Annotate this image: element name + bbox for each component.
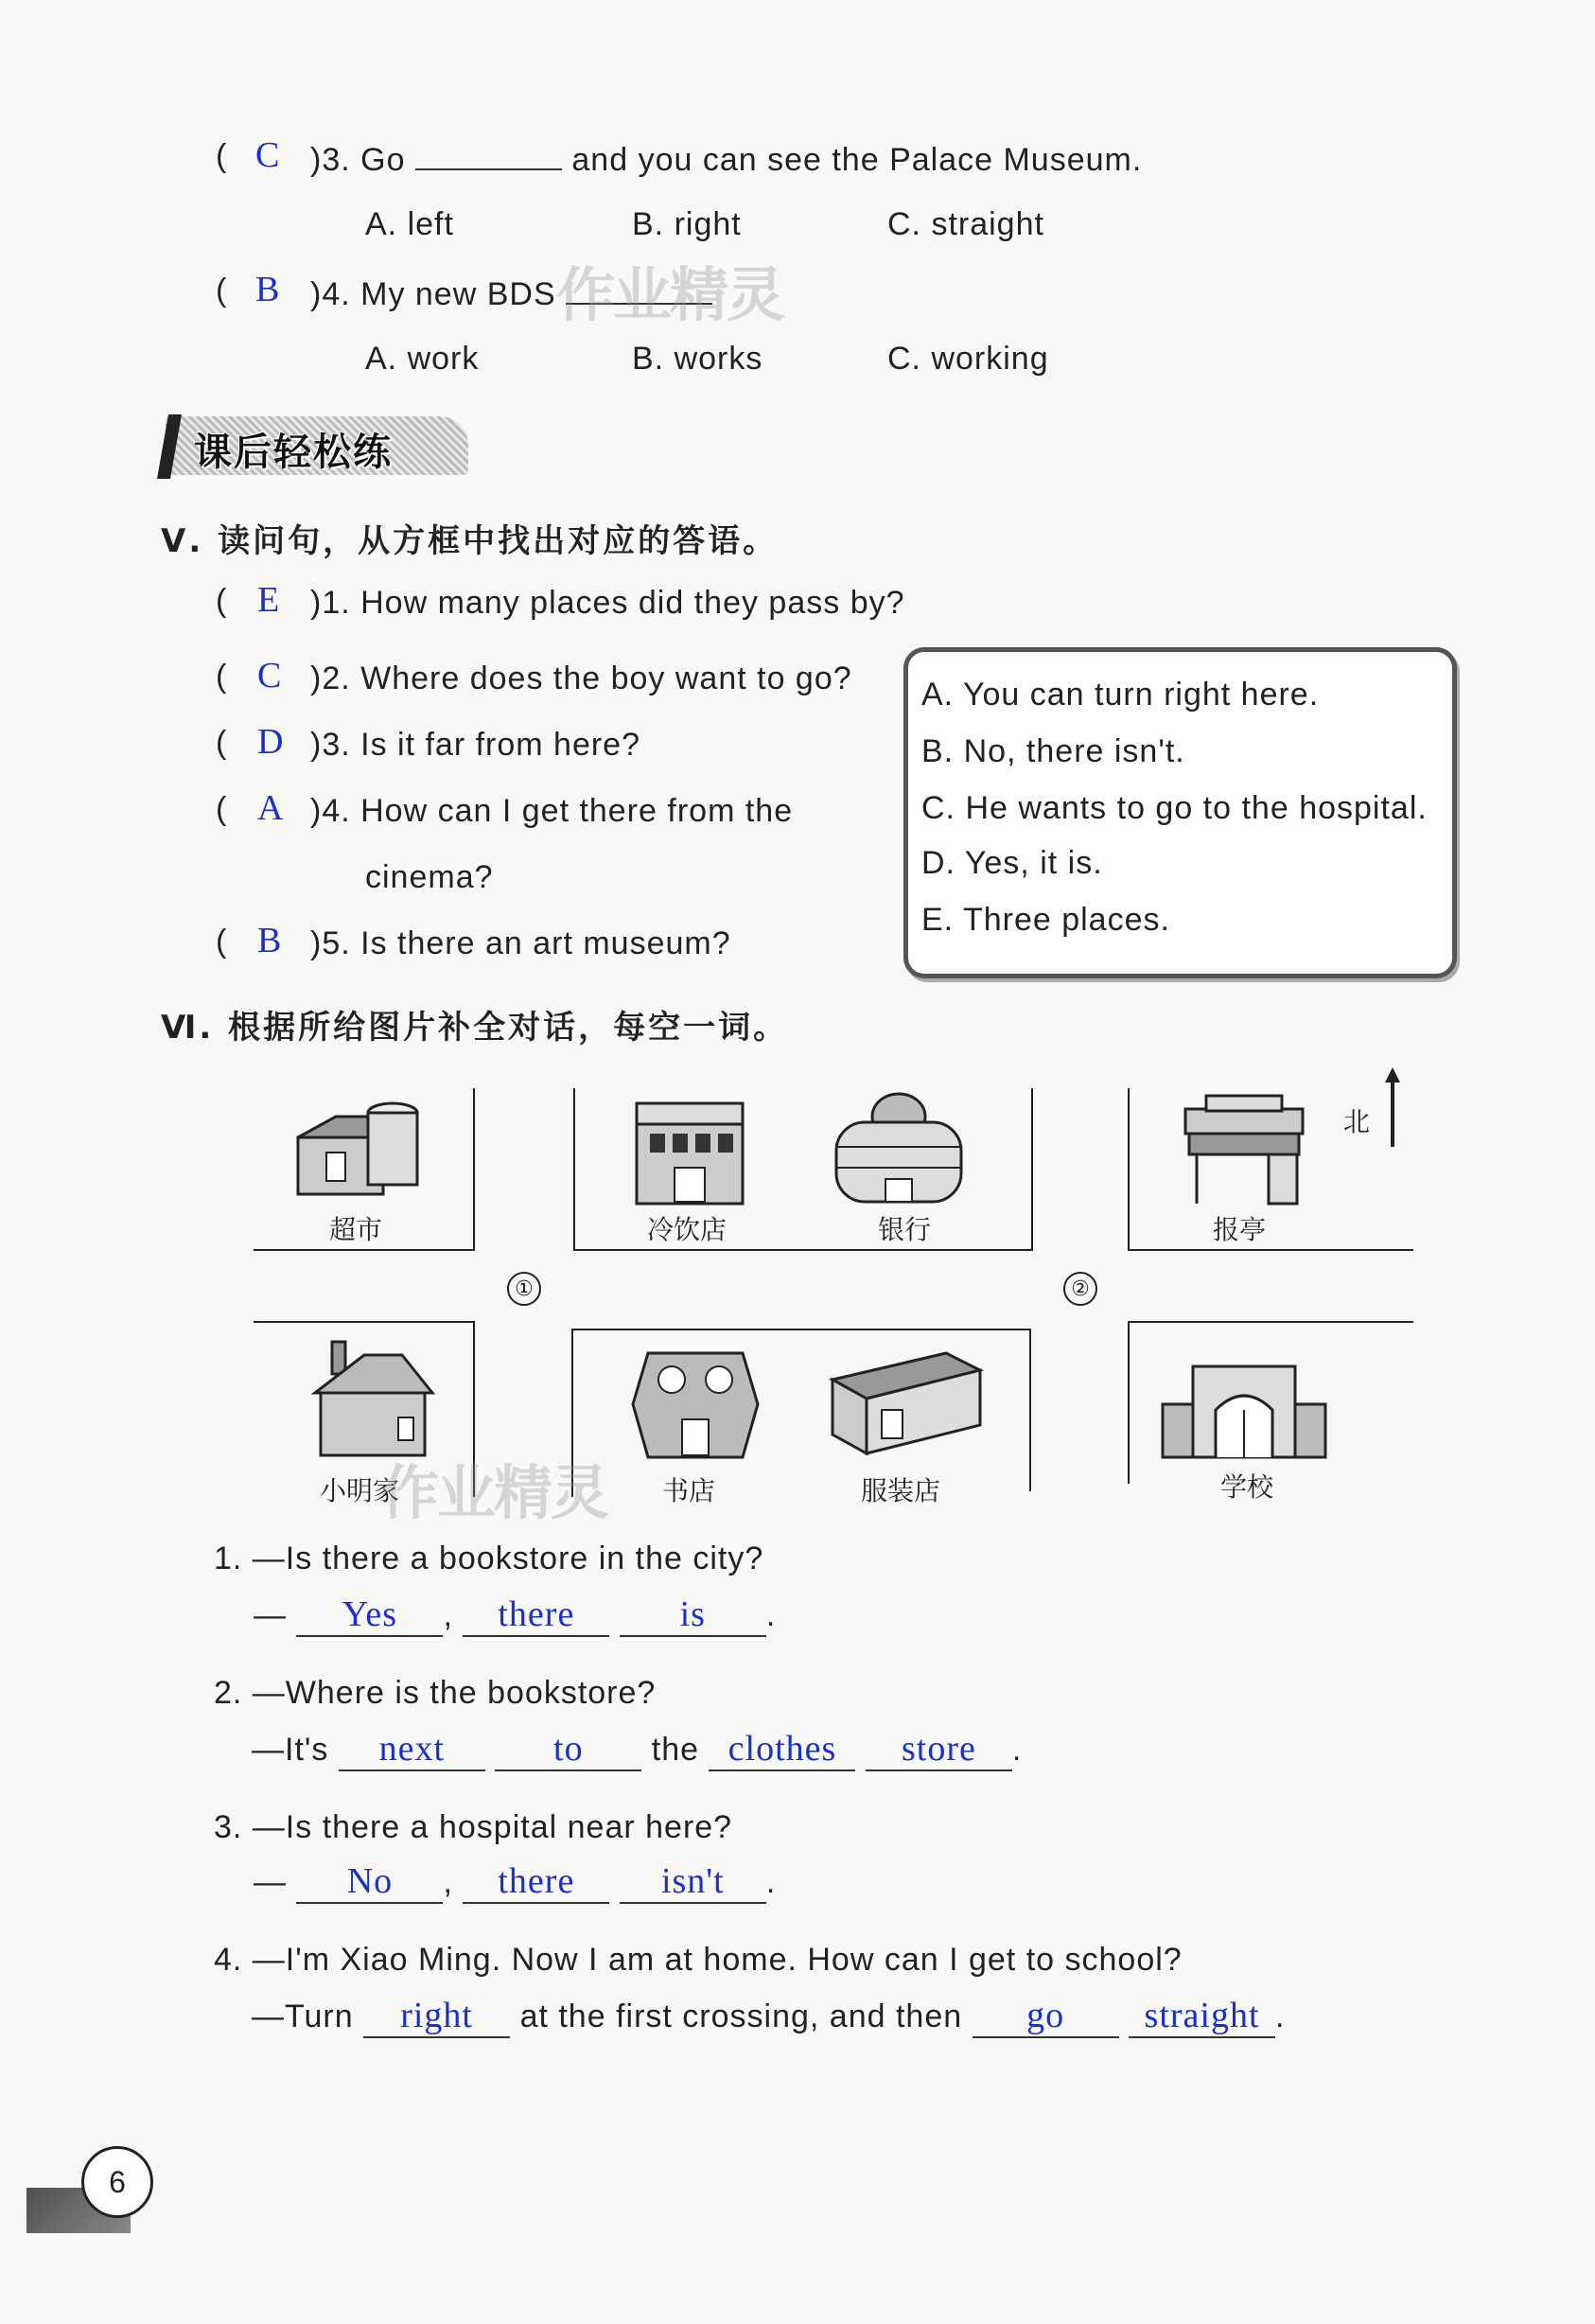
supermarket-building-icon	[289, 1100, 430, 1204]
bank-building-icon	[823, 1088, 974, 1206]
q3-option-c: C. straight	[887, 206, 1044, 242]
section5-heading: Ⅴ. 读问句，从方框中找出对应的答语。	[161, 522, 779, 560]
q3-blank[interactable]	[415, 140, 562, 170]
q3-option-b: B. right	[632, 206, 742, 242]
q4-option-a: A. work	[365, 341, 480, 377]
s6-a1-blank-2[interactable]: there	[463, 1593, 609, 1637]
s6-a3-line: — No , there isn't .	[254, 1860, 776, 1904]
section6-heading: Ⅵ. 根据所给图片补全对话，每空一词。	[161, 1009, 789, 1047]
s5-answer-3: D	[257, 722, 284, 762]
s6-a2-blank-4[interactable]: store	[866, 1728, 1012, 1771]
q4-option-c: C. working	[887, 341, 1049, 377]
s6-a1-blank-3[interactable]: is	[620, 1593, 766, 1637]
kiosk-icon	[1178, 1090, 1310, 1207]
label-bank: 银行	[878, 1214, 932, 1245]
s6-q1: 1. —Is there a bookstore in the city?	[214, 1541, 764, 1576]
s6-a2-blank-1[interactable]: next	[339, 1728, 485, 1771]
paren-open: (	[216, 725, 227, 761]
watermark: 作业精灵	[556, 260, 784, 329]
q3-text: )3. Go and you can see the Palace Museum.	[310, 142, 1143, 178]
paren-open: (	[216, 924, 227, 960]
answer-q3: C	[255, 135, 280, 175]
label-clothes-store: 服装店	[861, 1475, 941, 1506]
north-label: 北	[1343, 1106, 1371, 1137]
s6-q3: 3. —Is there a hospital near here?	[214, 1809, 733, 1845]
box-option-d: D. Yes, it is.	[921, 845, 1103, 881]
s6-q4: 4. —I'm Xiao Ming. Now I am at home. How can I get to school?	[214, 1942, 1183, 1978]
label-kiosk: 报亭	[1213, 1214, 1267, 1245]
paren-open: (	[216, 273, 227, 308]
s6-a2-line: —It's next to the clothes store .	[252, 1728, 1022, 1771]
s6-a3-blank-3[interactable]: isn't	[620, 1860, 766, 1904]
watermark: 作业精灵	[380, 1458, 608, 1527]
s6-a3-blank-1[interactable]: No	[296, 1860, 443, 1904]
home-house-icon	[307, 1336, 440, 1459]
label-school: 学校	[1220, 1471, 1274, 1503]
s6-a3-blank-2[interactable]: there	[463, 1860, 609, 1904]
s6-a2-blank-2[interactable]: to	[495, 1728, 641, 1771]
box-option-b: B. No, there isn't.	[921, 733, 1185, 769]
answer-q4: B	[255, 270, 280, 309]
school-building-icon	[1159, 1353, 1329, 1463]
label-supermarket: 超市	[329, 1214, 383, 1245]
s5-question-3: )3. Is it far from here?	[310, 727, 640, 763]
box-option-c: C. He wants to go to the hospital.	[921, 790, 1428, 826]
s6-a4-line: —Turn right at the first crossing, and then go straight .	[252, 1995, 1286, 2038]
s5-question-1: )1. How many places did they pass by?	[310, 585, 905, 621]
s5-answer-4: A	[257, 788, 284, 828]
q4-option-b: B. works	[632, 341, 763, 377]
paren-open: (	[216, 583, 227, 619]
s5-answer-2: C	[257, 656, 282, 695]
cold-drink-shop-icon	[629, 1096, 752, 1207]
crossing-2: ②	[1063, 1272, 1097, 1306]
s6-a1-blank-1[interactable]: Yes	[296, 1593, 443, 1637]
s6-a1-line: — Yes , there is .	[254, 1593, 776, 1637]
s5-question-4-cont: cinema?	[365, 859, 494, 895]
s5-answer-1: E	[257, 580, 280, 620]
q3-option-a: A. left	[365, 206, 454, 242]
s5-question-2: )2. Where does the boy want to go?	[310, 660, 852, 696]
label-bookstore: 书店	[662, 1475, 716, 1506]
paren-open: (	[216, 138, 227, 174]
bookstore-building-icon	[629, 1344, 762, 1467]
s6-q2: 2. —Where is the bookstore?	[214, 1675, 657, 1711]
crossing-1: ①	[507, 1272, 541, 1306]
clothes-store-icon	[814, 1347, 984, 1461]
north-arrow-icon	[1381, 1067, 1404, 1149]
s6-a4-blank-3[interactable]: straight	[1129, 1995, 1275, 2038]
box-option-a: A. You can turn right here.	[921, 677, 1320, 713]
s6-a4-blank-2[interactable]: go	[973, 1995, 1119, 2038]
paren-open: (	[216, 659, 227, 695]
s6-a4-blank-1[interactable]: right	[363, 1995, 510, 2038]
page-number: 6	[81, 2146, 153, 2218]
s5-question-5: )5. Is there an art museum?	[310, 925, 731, 961]
label-cold-drink-shop: 冷饮店	[647, 1214, 727, 1245]
s5-question-4: )4. How can I get there from the	[310, 793, 794, 829]
s5-answer-5: B	[257, 921, 282, 960]
banner-title: 课后轻松练	[194, 431, 393, 474]
label-xiaoming-home: 小明家	[320, 1475, 400, 1506]
q4-text: )4. My new BDS	[310, 274, 712, 313]
box-option-e: E. Three places.	[921, 902, 1170, 938]
s6-a2-blank-3[interactable]: clothes	[709, 1728, 855, 1771]
paren-open: (	[216, 791, 227, 827]
answer-box	[903, 647, 1457, 978]
